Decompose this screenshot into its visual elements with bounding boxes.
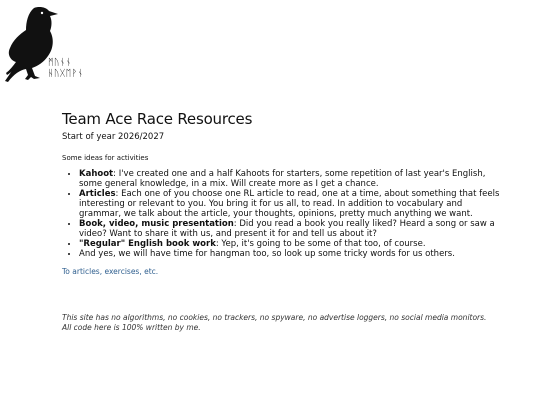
activity-description: And yes, we will have time for hangman too, so look up some tricky words for us others.	[79, 249, 455, 259]
page-title: Team Ace Race Resources	[62, 110, 253, 128]
list-item-hangman	[79, 249, 502, 259]
logo-text-line1: ᛗᚢᚾᚾ	[48, 58, 72, 68]
activity-name: "Regular" English book work	[79, 239, 216, 249]
activity-name: Kahoot	[79, 169, 114, 179]
activity-name: Articles	[79, 189, 116, 199]
site-logo[interactable]	[4, 4, 94, 86]
activities-heading: Some ideas for activities	[62, 154, 149, 162]
list-item-book-work	[79, 239, 502, 249]
page-subtitle: Start of year 2026/2027	[62, 132, 165, 142]
activity-description: : I've created one and a half Kahoots for starters, some repetition of last year's English, some general knowledge, in a mix. Will create more as I get a chance.	[79, 169, 486, 189]
activity-description: : Did you read a book you really liked? Heard a song or saw a video? Want to share it with us, and present it for and tell us about it?	[79, 219, 495, 239]
list-item-kahoot	[79, 169, 502, 189]
footer-code-note: All code here is 100% written by me.	[62, 323, 201, 332]
footer	[62, 313, 502, 333]
footer-privacy-note: This site has no algorithms, no cookies, no trackers, no spyware, no advertise loggers, no social media monitors.	[62, 313, 487, 322]
activity-name: Book, video, music presentation	[79, 219, 234, 229]
list-item-presentation	[79, 219, 502, 239]
activity-description: : Each one of you choose one RL article to read, one at a time, about something that feels interesting or relevant to you. You bring it for us all, to read. In addition to vocabulary and grammar, we talk about the article, your thoughts, opinions, pretty much anything we want.	[79, 189, 500, 219]
articles-link[interactable]: To articles, exercises, etc.	[62, 267, 159, 276]
logo-text-line2: ᚺᚢᚷᛖᚹᚾ	[48, 69, 84, 79]
main-content	[62, 109, 502, 278]
activities-list	[62, 169, 502, 259]
activity-description: : Yep, it's going to be some of that too, of course.	[215, 239, 426, 249]
list-item-articles	[79, 189, 502, 219]
